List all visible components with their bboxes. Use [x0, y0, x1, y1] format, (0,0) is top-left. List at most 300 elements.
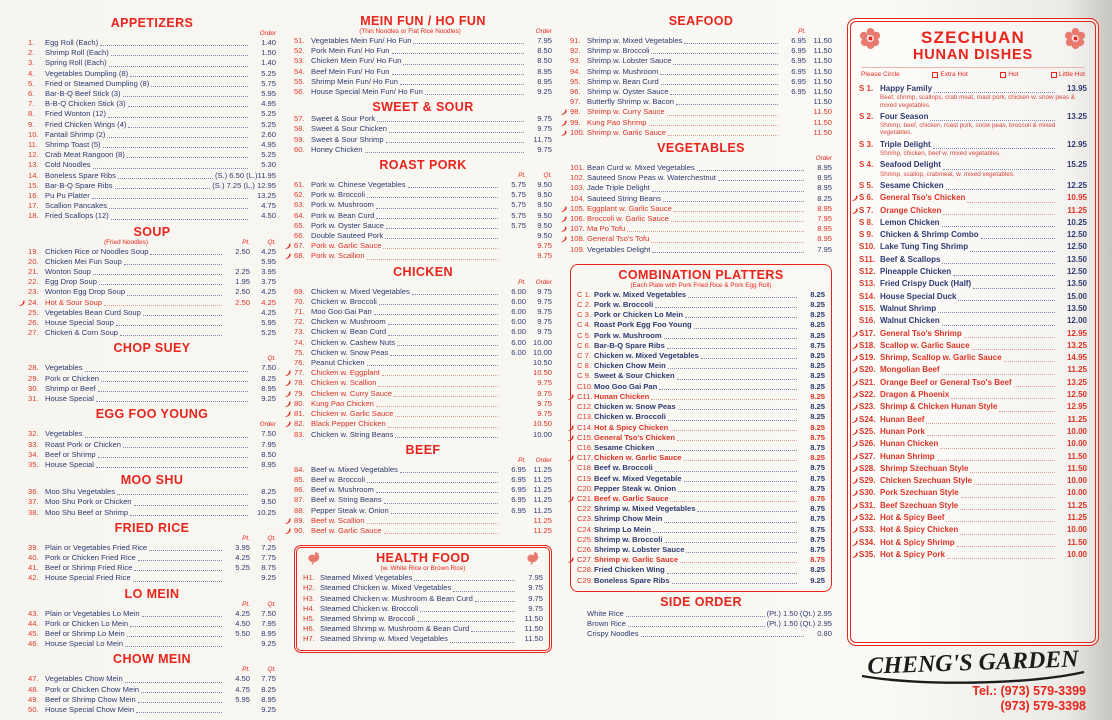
item-number: 39.	[28, 542, 39, 552]
item-number: 4.	[28, 68, 35, 78]
heat-option-hot: Hot	[1000, 71, 1018, 78]
item-price: 11.25	[533, 464, 552, 474]
item-price: 12.00	[1066, 316, 1087, 326]
item-price: 12.50	[1066, 267, 1087, 277]
item-name: Steamed Chicken w. Broccoli	[320, 603, 419, 613]
item-name: Pepper Steak w. Onion	[594, 483, 677, 493]
item-name: Bar-B-Q Spare Ribs	[594, 340, 665, 350]
menu-item	[28, 99, 276, 109]
item-name: Sesame Chicken	[880, 180, 944, 190]
menu-item	[28, 69, 276, 79]
menu-item	[28, 140, 276, 150]
item-number: 80.	[294, 398, 305, 408]
item-price: 6.95	[511, 464, 526, 474]
item-name: Hunan Shrimp	[880, 451, 935, 461]
section-title: VEGETABLES	[657, 141, 745, 156]
item-name: Moo Goo Gai Pan	[311, 307, 372, 317]
dot-leader	[697, 511, 797, 512]
item-name: Egg Roll (Each)	[45, 38, 99, 47]
item-name: Beef or Shrimp Fried Rice	[45, 563, 133, 573]
item-number: 89.	[294, 515, 305, 525]
item-price: 9.75	[537, 388, 552, 398]
item-name: Shrimp Chow Mein	[594, 514, 663, 524]
item-price: 11.25	[1067, 512, 1087, 522]
item-name: House Special Mein Fun/ Ho Fun	[311, 87, 423, 97]
item-price: 12.50	[1066, 230, 1087, 240]
menu-item	[303, 624, 543, 634]
item-price: 6.95	[791, 46, 806, 56]
item-number: S32.	[859, 512, 876, 522]
menu-item	[577, 341, 825, 351]
checkbox-hot-icon	[1000, 72, 1006, 78]
item-name: Chicken w. Snow Peas	[311, 347, 389, 357]
item-number: 45.	[28, 628, 39, 638]
item-price: 13.25	[256, 191, 276, 201]
item-number: H3.	[303, 593, 315, 603]
section-title: SWEET & SOUR	[372, 100, 474, 115]
menu-item	[294, 221, 552, 231]
item-number: 5.	[28, 78, 35, 88]
item-price: 11.50	[813, 36, 832, 45]
menu-column-3	[570, 14, 832, 642]
menu-item	[294, 211, 552, 221]
item-number: S 4.	[859, 160, 874, 170]
dot-leader	[367, 197, 498, 198]
item-number: C19.	[577, 473, 594, 483]
item-number: 17.	[28, 201, 39, 211]
szechuan-title-line2: HUNAN DISHES	[913, 47, 1033, 63]
price-column-label: Qt.	[267, 666, 276, 674]
menu-item	[570, 609, 832, 619]
item-number: 57.	[294, 114, 305, 124]
item-number: 34.	[28, 449, 39, 459]
chili-pepper-icon	[852, 380, 859, 387]
item-description: Shrimp, beef, chicken, roast pork, snow peas, broccoli & mixed vegetables.	[880, 122, 1056, 137]
item-number: 69.	[294, 286, 305, 296]
item-price: 6.00	[511, 317, 526, 327]
item-price: 9.25	[261, 639, 276, 649]
menu-item	[28, 160, 276, 170]
chili-pepper-icon	[852, 404, 859, 411]
item-price: 11.50	[813, 117, 832, 127]
menu-item	[859, 159, 1087, 171]
item-number: 7.	[28, 99, 35, 109]
item-name: Pork w. Broccoli	[594, 300, 654, 310]
checkbox-extra-hot-icon	[932, 72, 938, 78]
item-name: Sweet & Sour Chicken	[311, 124, 387, 134]
item-number: S27.	[859, 451, 876, 461]
section-title: SOUP	[133, 224, 171, 239]
dot-leader	[664, 338, 797, 339]
section-title: HEALTH FOOD	[376, 551, 470, 566]
item-number: S 5.	[859, 180, 874, 190]
section-price-labels	[28, 355, 276, 363]
item-price: 9.50	[537, 200, 552, 210]
dot-leader	[367, 482, 498, 483]
price-column-label: Pt.	[518, 278, 526, 286]
section-price-labels	[28, 30, 276, 38]
item-number: S29.	[859, 476, 876, 486]
dot-leader	[376, 218, 498, 219]
menu-item	[28, 487, 276, 497]
item-price: 9.50	[537, 190, 552, 200]
item-name: Pork or Chicken Fried Rice	[45, 552, 136, 562]
item-number: 19.	[28, 246, 39, 256]
item-name: Steamed Shrimp w. Mixed Vegetables	[320, 634, 448, 644]
dot-leader	[942, 374, 1055, 375]
item-price: 11.50	[813, 46, 832, 56]
menu-item	[28, 79, 276, 89]
item-price: 8.75	[810, 473, 825, 483]
menu-item	[570, 107, 832, 117]
item-name: Sweet & Sour Shrimp	[311, 134, 384, 144]
item-price: 8.75	[810, 524, 825, 534]
menu-section	[294, 545, 552, 652]
item-price: 1.40	[261, 58, 276, 68]
item-price: 11.25	[533, 495, 552, 505]
item-number: 103.	[570, 183, 585, 193]
item-price: 10.00	[1066, 549, 1087, 559]
item-price: 7.75	[261, 674, 276, 684]
chili-pepper-icon	[285, 411, 292, 418]
dot-leader	[664, 522, 797, 523]
section-price-labels	[28, 239, 276, 247]
item-price: 9.75	[537, 317, 552, 327]
item-price: 9.75	[528, 603, 543, 613]
section-title: SEAFOOD	[668, 14, 734, 28]
item-price: 8.95	[817, 224, 832, 234]
item-name: Beef w. Scallion	[311, 515, 365, 525]
item-name: Chicken w. String Beans	[311, 429, 394, 439]
item-name: Beef Mein Fun/ Ho Fun	[311, 66, 390, 76]
dot-leader	[100, 45, 248, 46]
dot-leader	[660, 74, 778, 75]
item-price: 9.75	[537, 114, 552, 124]
item-name: Hot & Spicy Shrimp	[880, 537, 955, 547]
menu-item	[28, 429, 276, 439]
item-name: Scallion Pancakes	[45, 201, 108, 211]
menu-item	[577, 433, 825, 443]
item-number: 91.	[570, 36, 581, 45]
item-name: Shrimp w. Oyster Sauce	[587, 87, 669, 97]
item-name: Shrimp w. Mixed Vegetables	[594, 504, 696, 514]
item-price: 8.25	[810, 565, 825, 575]
item-description: Shrimp, scallop, crabmeat, w. mixed vegetables.	[880, 170, 1015, 178]
dot-leader	[970, 251, 1055, 252]
phone-number-1: Tel.: (973) 579-3399	[972, 684, 1086, 698]
item-price: 13.25	[1066, 377, 1087, 387]
item-number: 97.	[570, 97, 581, 107]
menu-item	[28, 287, 276, 297]
menu-item	[28, 363, 276, 373]
menu-section	[28, 341, 276, 404]
item-price: 11.25	[533, 485, 552, 495]
menu-item	[294, 475, 552, 485]
menu-item	[28, 440, 276, 450]
szechuan-items-list	[859, 83, 1087, 561]
item-number: S20.	[859, 365, 876, 375]
dot-leader	[141, 692, 222, 693]
item-number: C21.	[577, 493, 594, 503]
dot-leader	[665, 542, 798, 543]
item-price: 8.25	[810, 300, 825, 310]
item-number: 87.	[294, 495, 305, 505]
chili-pepper-icon	[852, 417, 859, 424]
item-price: 5.30	[261, 160, 276, 170]
chili-pepper-icon	[561, 130, 568, 137]
item-price: 7.25	[261, 542, 276, 552]
item-name: Chicken w. Broccoli	[594, 412, 666, 422]
dot-leader	[674, 211, 804, 212]
dot-leader	[125, 682, 222, 683]
section-title: MEIN FUN / HO FUN	[360, 14, 486, 28]
szechuan-title-line1: SZECHUAN	[920, 28, 1026, 47]
item-name: General Tso's Tofu	[587, 234, 650, 244]
item-price: 9.50	[537, 220, 552, 230]
dot-leader	[138, 560, 222, 561]
item-name: Chicken w. Curry Sauce	[311, 388, 393, 398]
item-number: 108.	[570, 234, 585, 244]
item-name: Cold Noodles	[45, 160, 91, 170]
item-name: Vegetables Dumpling (8)	[45, 68, 129, 78]
item-price: 9.75	[537, 124, 552, 134]
item-name: House Special Duck	[880, 291, 957, 301]
item-price: 8.25	[810, 422, 825, 432]
item-price: 8.95	[817, 203, 832, 213]
item-price: 2.50	[235, 287, 250, 297]
item-number: 102.	[570, 173, 585, 183]
item-name: Lemon Chicken	[880, 217, 940, 227]
szechuan-hunan-panel	[847, 18, 1099, 646]
item-number: 76.	[294, 358, 305, 368]
item-price: 2.50	[235, 297, 250, 307]
menu-item	[570, 97, 832, 107]
dot-leader	[953, 275, 1055, 276]
menu-section	[570, 141, 832, 255]
section-subtitle: (Each Plate with Pork Fried Rice & Pork Egg Roll)	[630, 281, 772, 289]
menu-item	[577, 545, 825, 555]
section-subtitle: (Fried Noodles)	[103, 238, 149, 246]
item-price: 10.00	[532, 429, 552, 439]
dot-leader	[127, 295, 222, 296]
item-number: S15.	[859, 303, 876, 313]
menu-item	[294, 495, 552, 505]
item-price: 5.95	[235, 694, 250, 704]
item-price: 10.00	[1066, 525, 1087, 535]
item-number: H7.	[303, 634, 315, 644]
section-title: CHICKEN	[393, 264, 453, 279]
item-name: Sweet & Sour Chicken	[594, 371, 675, 381]
item-price: 0.80	[817, 629, 832, 639]
item-price: 5.25	[235, 563, 250, 573]
item-number: 47.	[28, 674, 39, 684]
dot-leader	[395, 437, 498, 438]
menu-item	[570, 77, 832, 87]
chili-pepper-icon	[568, 496, 575, 503]
item-name: Pork Szechuan Style	[880, 488, 959, 498]
item-price: 9.75	[528, 583, 543, 593]
item-name: Chicken w. Mushroom	[311, 317, 386, 327]
item-price: 7.50	[261, 608, 276, 618]
item-price: 6.95	[791, 36, 806, 45]
item-price: 6.95	[511, 485, 526, 495]
dot-leader	[96, 467, 248, 468]
item-number: 27.	[28, 328, 39, 338]
menu-item	[570, 36, 832, 46]
item-name: Steamed Chicken w. Mushroom & Bean Curd	[320, 593, 473, 603]
dot-leader	[85, 437, 248, 438]
dot-leader	[972, 349, 1055, 350]
item-name: Shrimp w. Broccoli	[594, 534, 663, 544]
item-price: 11.50	[813, 107, 832, 117]
dot-leader	[677, 440, 797, 441]
item-name: Pork w. Broccoli	[311, 190, 366, 200]
menu-item	[294, 124, 552, 134]
item-number: 28.	[28, 363, 39, 373]
item-price: 7.75	[261, 552, 276, 562]
item-number: S 6.	[859, 193, 874, 203]
item-price: 5.75	[261, 78, 276, 88]
dot-leader	[970, 472, 1055, 473]
item-name: White Rice	[587, 608, 624, 618]
item-price: 10.25	[1066, 217, 1087, 227]
item-name: Seafood Delight	[880, 160, 941, 170]
restaurant-logo-area	[846, 646, 1100, 714]
dot-leader	[367, 259, 498, 260]
dot-leader	[425, 94, 524, 95]
item-name: Chicken w. Cashew Nuts	[311, 337, 395, 347]
item-price: 6.95	[511, 495, 526, 505]
item-number: 109.	[570, 244, 585, 254]
item-price: 8.25	[810, 320, 825, 330]
item-number: 93.	[570, 56, 581, 66]
menu-item	[294, 378, 552, 388]
chili-pepper-icon	[285, 401, 292, 408]
chili-pepper-icon	[285, 528, 292, 535]
menu-section	[28, 407, 276, 470]
dot-leader	[367, 365, 498, 366]
item-price: 3.75	[261, 277, 276, 287]
price-column-label: Order	[259, 30, 276, 37]
item-price: 8.95	[261, 628, 276, 638]
item-number: S11.	[859, 254, 876, 264]
item-name: Pork or Chicken Lo Mein	[594, 310, 684, 320]
dot-leader	[961, 497, 1055, 498]
menu-item	[28, 573, 276, 583]
dot-leader	[670, 501, 797, 502]
item-number: S10.	[859, 242, 876, 252]
item-price: 12.50	[1066, 390, 1087, 400]
item-name: Shrimp Lo Mein	[594, 524, 651, 534]
menu-item	[294, 56, 552, 66]
item-price: 6.95	[791, 66, 806, 76]
item-name: Hot & Spicy Beef	[880, 512, 945, 522]
item-price: 4.95	[261, 140, 276, 150]
menu-section	[294, 443, 552, 536]
item-number: C 7.	[577, 351, 591, 361]
item-number: S17.	[859, 328, 876, 338]
heat-level-row	[861, 67, 1085, 78]
dot-leader	[111, 219, 248, 220]
chili-pepper-icon	[568, 455, 575, 462]
dot-leader	[107, 137, 248, 138]
item-price: 8.95	[537, 66, 552, 76]
dot-leader	[123, 96, 248, 97]
item-name: Walnut Shrimp	[880, 303, 937, 313]
menu-item	[859, 205, 1087, 217]
dot-leader	[123, 447, 248, 448]
item-price: 11.25	[1067, 205, 1087, 215]
item-name: Roast Pork or Chicken	[45, 439, 121, 449]
item-number: C18.	[577, 463, 594, 473]
item-number: 29.	[28, 373, 39, 383]
menu-item	[577, 484, 825, 494]
item-number: C 5.	[577, 330, 591, 340]
chili-pepper-icon	[285, 253, 292, 260]
menu-item	[294, 297, 552, 307]
item-price: 11.50	[813, 66, 832, 76]
price-column-label: Pt.	[518, 172, 526, 180]
item-price: 15.25	[1066, 160, 1087, 170]
section-title: ROAST PORK	[379, 158, 467, 173]
menu-item	[28, 543, 276, 553]
dot-leader	[943, 169, 1055, 170]
item-name: Pepper Steak w. Onion	[311, 505, 389, 515]
menu-column-2	[294, 14, 552, 656]
dot-leader	[138, 702, 222, 703]
item-price: 6.00	[511, 286, 526, 296]
item-name: Hunan Chicken	[594, 391, 650, 401]
dot-leader	[957, 546, 1055, 547]
item-name: Moo Shu Vegetables	[45, 487, 116, 497]
item-number: 90.	[294, 525, 305, 535]
item-name: Shrimp Roll (Each)	[45, 48, 109, 58]
item-price: 8.25	[810, 351, 825, 361]
dot-leader	[1014, 386, 1055, 387]
item-number: 101.	[570, 163, 585, 173]
item-number: 70.	[294, 296, 305, 306]
item-name: Pork w. Scallion	[311, 251, 365, 261]
item-name: Shrimp w. Garlic Sauce	[594, 555, 679, 565]
item-number: 1.	[28, 38, 35, 47]
dot-leader	[946, 189, 1055, 190]
item-name: Plain or Vegetables Fried Rice	[45, 542, 148, 552]
menu-item	[294, 87, 552, 97]
item-price: 4.75	[261, 201, 276, 211]
item-price: 11.50	[1067, 451, 1087, 461]
item-number: S33.	[859, 525, 876, 535]
menu-item	[303, 594, 543, 604]
dot-leader	[680, 562, 797, 563]
dot-leader	[117, 494, 248, 495]
item-number: 32.	[28, 429, 39, 439]
item-price: 1.40	[261, 38, 276, 47]
dot-leader	[414, 580, 515, 581]
item-name: Pork w. Bean Curd	[311, 210, 375, 220]
item-price: 6.95	[791, 56, 806, 66]
dot-leader	[134, 505, 248, 506]
item-number: C12.	[577, 402, 594, 412]
item-number: 81.	[294, 409, 305, 419]
rooster-icon	[304, 551, 323, 570]
item-number: H5.	[303, 613, 315, 623]
dot-leader	[386, 228, 498, 229]
item-price: 8.95	[817, 173, 832, 183]
dot-leader	[678, 491, 797, 492]
item-name: Chicken & Shrimp Combo	[880, 230, 979, 240]
menu-item	[294, 200, 552, 210]
dot-leader	[93, 274, 222, 275]
